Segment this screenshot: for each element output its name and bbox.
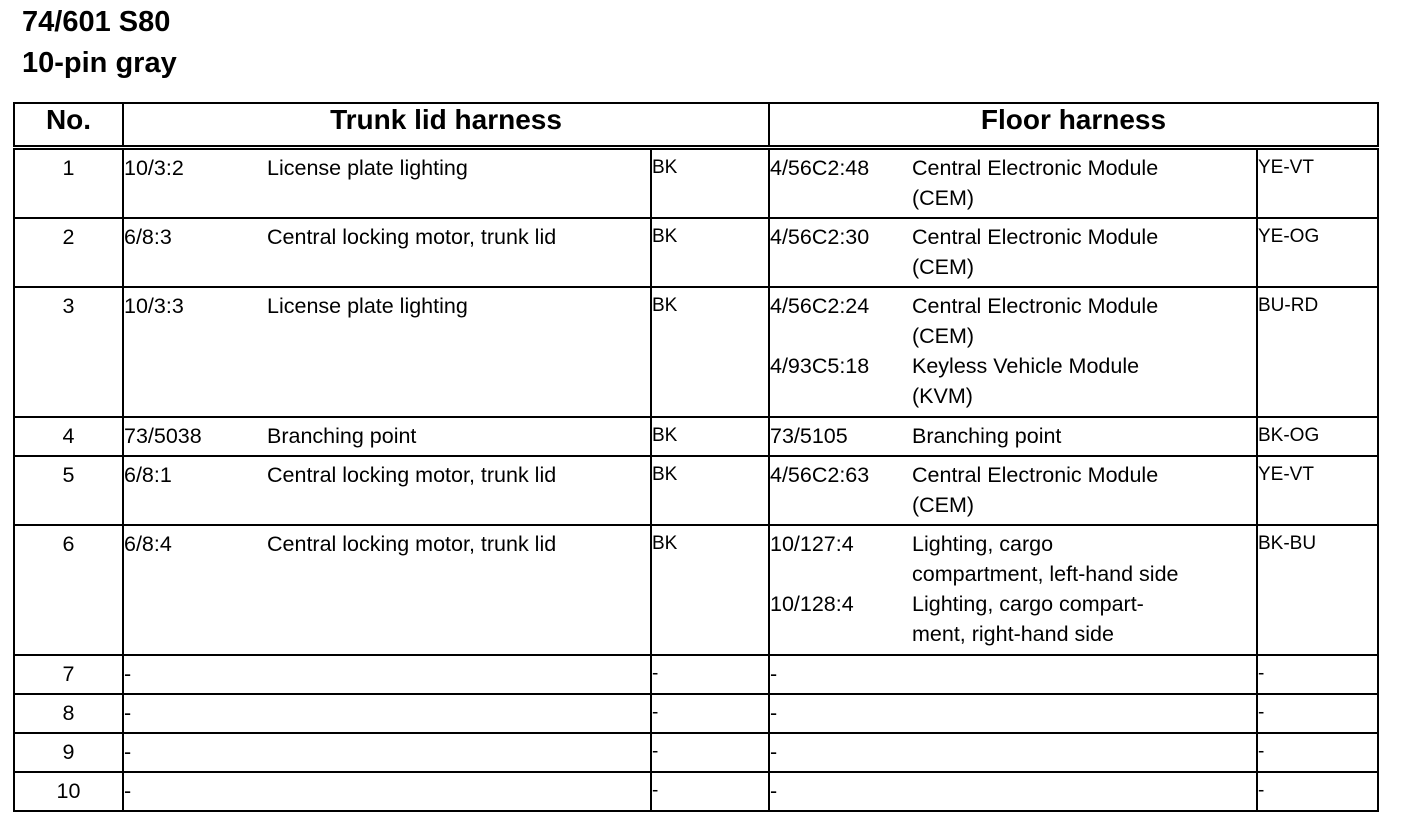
floor-component-entry — [770, 589, 1256, 649]
table-body — [14, 148, 1378, 812]
floor-component-description — [912, 698, 1256, 728]
description-line: compartment, left-hand side — [912, 562, 1179, 586]
floor-component-code: 4/56C2:48 — [770, 156, 870, 180]
floor-component-entry — [770, 776, 1256, 806]
trunk-component-description: Central locking motor, trunk lid — [267, 525, 651, 655]
table-header-row — [14, 103, 1378, 148]
floor-component-entry — [770, 737, 1256, 767]
floor-component-description — [912, 291, 1256, 351]
floor-wire-color: - — [1257, 655, 1378, 694]
description-line: Central Electronic Module — [912, 463, 1159, 487]
floor-component-code: - — [770, 662, 778, 686]
floor-component-entry — [770, 351, 1256, 411]
table-row — [14, 218, 1378, 287]
pin-table — [13, 102, 1379, 812]
floor-component-entry — [770, 153, 1256, 213]
trunk-wire-color: BK — [651, 417, 769, 456]
connector-subtitle: 10-pin gray — [22, 47, 177, 79]
pin-number: 2 — [14, 218, 123, 287]
trunk-wire-color: BK — [651, 148, 769, 219]
trunk-component-description — [267, 772, 651, 811]
trunk-component-description — [267, 694, 651, 733]
floor-wire-color: YE-VT — [1257, 148, 1378, 219]
trunk-wire-color: BK — [651, 525, 769, 655]
pin-number: 3 — [14, 287, 123, 417]
pin-number: 5 — [14, 456, 123, 525]
trunk-component-code: - — [123, 733, 267, 772]
trunk-wire-color: BK — [651, 218, 769, 287]
table-row — [14, 148, 1378, 219]
trunk-wire-color: BK — [651, 456, 769, 525]
trunk-component-description: Central locking motor, trunk lid — [267, 456, 651, 525]
description-line: Lighting, cargo — [912, 532, 1054, 556]
description-line: Lighting, cargo compart- — [912, 592, 1144, 616]
floor-components — [769, 733, 1257, 772]
floor-wire-color: - — [1257, 772, 1378, 811]
table-row — [14, 772, 1378, 811]
table-row — [14, 287, 1378, 417]
table-row — [14, 456, 1378, 525]
trunk-component-description: License plate lighting — [267, 148, 651, 219]
floor-component-code: 4/93C5:18 — [770, 354, 870, 378]
floor-component-entry — [770, 291, 1256, 351]
trunk-wire-color: BK — [651, 287, 769, 417]
pin-number: 10 — [14, 772, 123, 811]
floor-components — [769, 417, 1257, 456]
floor-component-description — [912, 529, 1256, 589]
floor-components — [769, 148, 1257, 219]
description-line: (CEM) — [912, 255, 975, 279]
floor-components — [769, 655, 1257, 694]
floor-component-description — [912, 737, 1256, 767]
floor-component-code: - — [770, 740, 778, 764]
floor-wire-color: - — [1257, 694, 1378, 733]
trunk-component-description — [267, 733, 651, 772]
description-line: Central Electronic Module — [912, 156, 1159, 180]
description-line: ment, right-hand side — [912, 622, 1114, 646]
pin-number: 4 — [14, 417, 123, 456]
floor-wire-color: BK-BU — [1257, 525, 1378, 655]
trunk-component-code: 10/3:2 — [123, 148, 267, 219]
header-no: No. — [14, 103, 123, 148]
floor-component-description — [912, 153, 1256, 213]
connector-title: 74/601 S80 — [22, 6, 171, 38]
table-row — [14, 417, 1378, 456]
pin-number: 9 — [14, 733, 123, 772]
floor-components — [769, 218, 1257, 287]
floor-component-description — [912, 589, 1256, 649]
description-line: Keyless Vehicle Module — [912, 354, 1140, 378]
description-line: (CEM) — [912, 493, 975, 517]
trunk-component-description: License plate lighting — [267, 287, 651, 417]
header-floor-harness: Floor harness — [769, 103, 1378, 148]
trunk-wire-color: - — [651, 694, 769, 733]
floor-component-entry — [770, 698, 1256, 728]
trunk-component-code: 6/8:1 — [123, 456, 267, 525]
trunk-component-code: - — [123, 694, 267, 733]
floor-components — [769, 525, 1257, 655]
pin-number: 6 — [14, 525, 123, 655]
floor-component-code: 4/56C2:63 — [770, 463, 870, 487]
trunk-component-code: 6/8:4 — [123, 525, 267, 655]
table-row — [14, 525, 1378, 655]
floor-component-entry — [770, 460, 1256, 520]
floor-component-code: 10/127:4 — [770, 532, 854, 556]
floor-wire-color: YE-VT — [1257, 456, 1378, 525]
floor-component-description — [912, 659, 1256, 689]
trunk-component-code: 10/3:3 — [123, 287, 267, 417]
trunk-component-code: - — [123, 772, 267, 811]
trunk-component-code: 6/8:3 — [123, 218, 267, 287]
pin-number: 1 — [14, 148, 123, 219]
floor-component-code: 4/56C2:24 — [770, 294, 870, 318]
table-row — [14, 733, 1378, 772]
floor-component-code: - — [770, 701, 778, 725]
floor-component-description — [912, 776, 1256, 806]
floor-wire-color: - — [1257, 733, 1378, 772]
floor-components — [769, 772, 1257, 811]
floor-component-code: - — [770, 779, 778, 803]
description-line: Central Electronic Module — [912, 225, 1159, 249]
trunk-wire-color: - — [651, 655, 769, 694]
floor-component-entry — [770, 421, 1256, 451]
floor-components — [769, 456, 1257, 525]
trunk-wire-color: - — [651, 772, 769, 811]
description-line: (KVM) — [912, 384, 973, 408]
description-line: (CEM) — [912, 186, 975, 210]
table-row — [14, 655, 1378, 694]
header-trunk-lid-harness: Trunk lid harness — [123, 103, 769, 148]
floor-component-code: 73/5105 — [770, 424, 848, 448]
floor-component-entry — [770, 659, 1256, 689]
floor-wire-color: YE-OG — [1257, 218, 1378, 287]
floor-component-code: 10/128:4 — [770, 592, 854, 616]
floor-component-description — [912, 222, 1256, 282]
floor-component-description — [912, 460, 1256, 520]
description-line: Branching point — [912, 424, 1062, 448]
trunk-component-description: Central locking motor, trunk lid — [267, 218, 651, 287]
pin-number: 7 — [14, 655, 123, 694]
trunk-component-code: - — [123, 655, 267, 694]
floor-component-entry — [770, 222, 1256, 282]
description-line: Central Electronic Module — [912, 294, 1159, 318]
pin-number: 8 — [14, 694, 123, 733]
floor-component-entry — [770, 529, 1256, 589]
floor-component-description — [912, 351, 1256, 411]
floor-component-code: 4/56C2:30 — [770, 225, 870, 249]
trunk-component-code: 73/5038 — [123, 417, 267, 456]
table-row — [14, 694, 1378, 733]
trunk-component-description — [267, 655, 651, 694]
floor-components — [769, 287, 1257, 417]
floor-wire-color: BU-RD — [1257, 287, 1378, 417]
trunk-component-description: Branching point — [267, 417, 651, 456]
floor-component-description — [912, 421, 1256, 451]
description-line: (CEM) — [912, 324, 975, 348]
floor-wire-color: BK-OG — [1257, 417, 1378, 456]
trunk-wire-color: - — [651, 733, 769, 772]
floor-components — [769, 694, 1257, 733]
